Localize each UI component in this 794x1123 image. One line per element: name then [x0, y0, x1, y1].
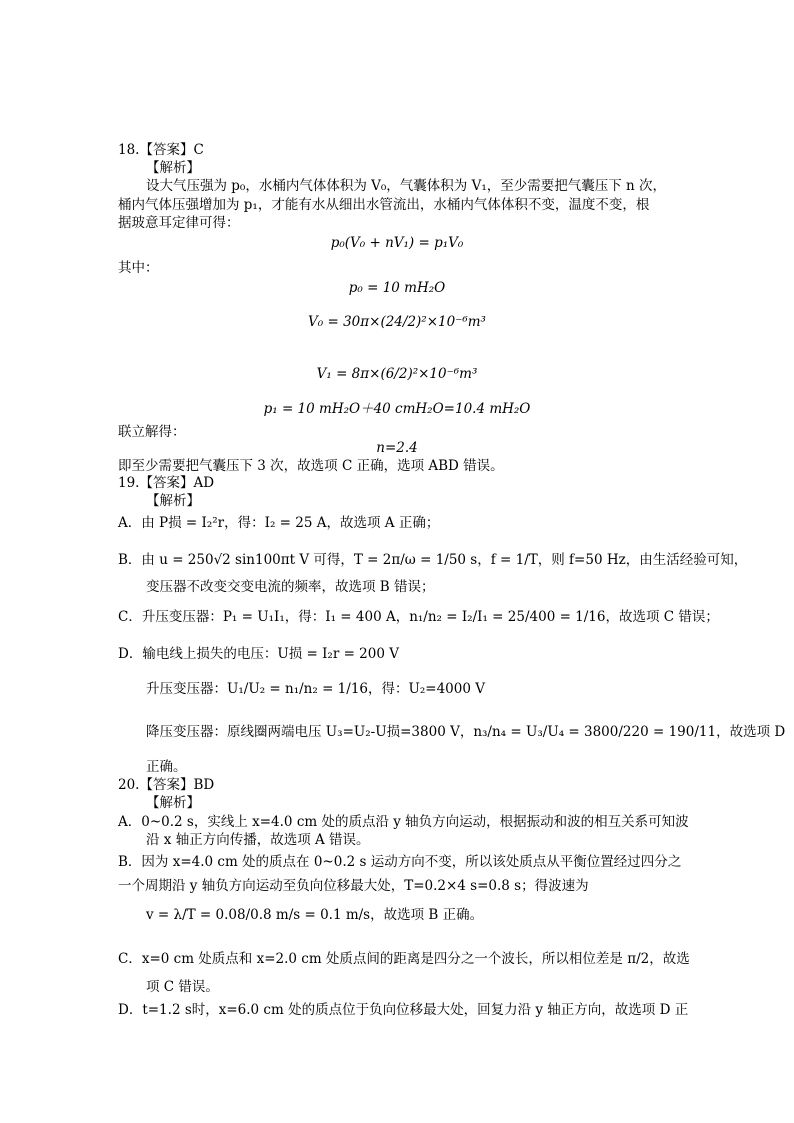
- q19-option-c: C．升压变压器：P₁ = U₁I₁，得：I₁ = 400 A，n₁/n₂ = I₂/I₁ = 25/400 = 1/16，故选项 C 错误；: [118, 609, 719, 625]
- q18-para-1: 设大气压强为 p₀，水桶内气体体积为 V₀，气囊体积为 V₁，至少需要把气囊压下 n 次，: [146, 178, 667, 194]
- q19-option-d-line2: 升压变压器：U₁/U₂ = n₁/n₂ = 1/16，得：U₂=4000 V: [146, 681, 485, 697]
- q20-option-b-line1: B．因为 x=4.0 cm 处的质点在 0~0.2 s 运动方向不变，所以该处质点从平衡位置经过四分之: [118, 854, 682, 870]
- q19-header: 19.【答案】AD: [118, 475, 215, 491]
- q20-option-c-line1: C．x=0 cm 处质点和 x=2.0 cm 处质点间的距离是四分之一个波长，所以相位差是 π/2，故选: [118, 951, 690, 967]
- q19-option-d-line3: 降压变压器：原线圈两端电压 U₃=U₂-U损=3800 V，n₃/n₄ = U₃/U₄ = 3800/220 = 190/11，故选项 D: [146, 724, 786, 740]
- q18-jiexi: 【解析】: [146, 160, 200, 176]
- q19-jiexi: 【解析】: [146, 493, 200, 509]
- q18-qizhong: 其中：: [118, 260, 159, 276]
- q18-equation-1: p₀(V₀ + nV₁) = p₁V₀: [330, 235, 464, 251]
- q18-conclusion: 即至少需要把气囊压下 3 次，故选项 C 正确，选项 ABD 错误。: [118, 458, 504, 474]
- q20-option-a-line2: 沿 x 轴正方向传播，故选项 A 错误。: [146, 832, 370, 848]
- q19-option-a: A．由 P损 = I₂²r，得：I₂ = 25 A，故选项 A 正确；: [118, 515, 440, 531]
- q18-para-2: 桶内气体压强增加为 p₁，才能有水从细出水管流出，水桶内气体体积不变，温度不变，根: [118, 197, 650, 213]
- q18-equation-4: V₁ = 8π×(6/2)²×10⁻⁶m³: [316, 366, 478, 382]
- q18-equation-3: V₀ = 30π×(24/2)²×10⁻⁶m³: [308, 314, 486, 330]
- q19-option-b-line2: 变压器不改变交变电流的频率，故选项 B 错误；: [146, 579, 435, 595]
- q20-jiexi: 【解析】: [146, 795, 200, 811]
- q20-option-b-line2: 一个周期沿 y 轴负方向运动至负向位移最大处，T=0.2×4 s=0.8 s；得波速为: [118, 878, 589, 894]
- q18-header: 18.【答案】C: [118, 142, 204, 158]
- q18-equation-5: p₁ = 10 mH₂O＋40 cmH₂O=10.4 mH₂O: [263, 401, 531, 417]
- q18-para-3: 据玻意耳定律可得：: [118, 215, 240, 231]
- q19-option-d-line4: 正确。: [146, 759, 187, 775]
- q18-equation-2: p₀ = 10 mH₂O: [348, 280, 446, 296]
- q19-option-d-line1: D．输电线上损失的电压：U损 = I₂r = 200 V: [118, 646, 399, 662]
- q20-option-b-line3: v = λ/T = 0.08/0.8 m/s = 0.1 m/s，故选项 B 正确。: [146, 907, 484, 923]
- q20-header: 20.【答案】BD: [118, 777, 215, 793]
- q18-equation-6: n=2.4: [376, 440, 418, 456]
- q20-option-d-line1: D．t=1.2 s时，x=6.0 cm 处的质点位于负向位移最大处，回复力沿 y 轴正方向，故选项 D 正: [118, 1002, 689, 1018]
- q18-lianli: 联立解得：: [118, 424, 186, 440]
- q20-option-a-line1: A．0~0.2 s，实线上 x=4.0 cm 处的质点沿 y 轴负方向运动，根据振动和波的相互关系可知波: [118, 814, 689, 830]
- q19-option-b-line1: B．由 u = 250√2 sin100πt V 可得，T = 2π/ω = 1/50 s，f = 1/T，则 f=50 Hz，由生活经验可知，: [118, 552, 748, 568]
- q20-option-c-line2: 项 C 错误。: [146, 979, 219, 995]
